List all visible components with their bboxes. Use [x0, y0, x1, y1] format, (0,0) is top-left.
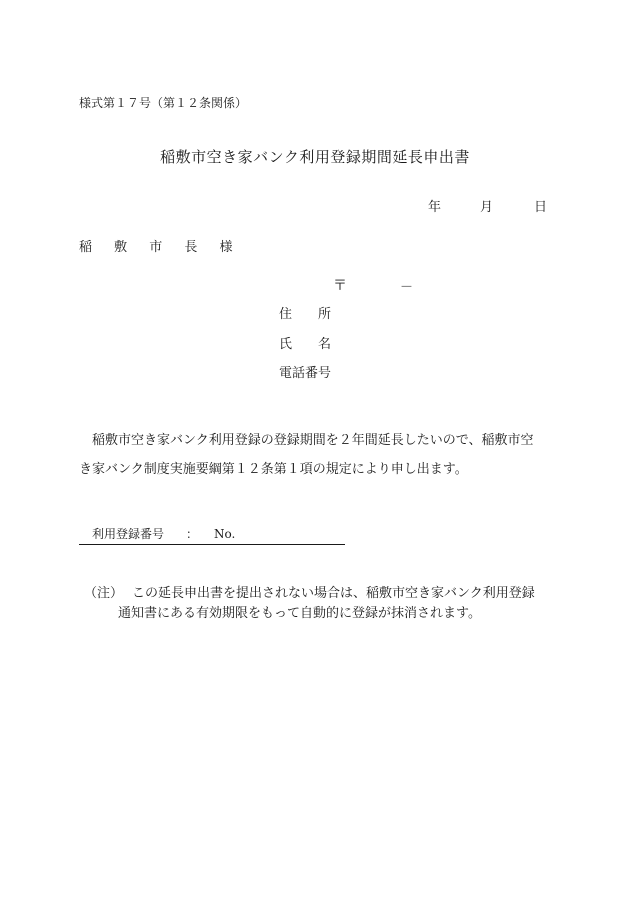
note-body [118, 584, 554, 624]
registration-colon: ： [186, 527, 199, 541]
addressee: 稲 敷 市 長 様 [79, 240, 242, 255]
form-number: 様式第１７号（第１２条関係） [79, 96, 248, 110]
registration-number-field [79, 525, 345, 545]
note-label: （注） [84, 586, 124, 601]
registration-no-label: No. [214, 527, 236, 541]
note-line-1: この延長申出書を提出されない場合は、稲敷市空き家バンク利用登録 [132, 586, 535, 601]
request-statement-line-2: き家バンク制度実施要綱第１２条第１項の規定により申し出ます。 [79, 462, 468, 477]
date-year-label: 年 [428, 200, 442, 215]
document-title: 稲敷市空き家バンク利用登録期間延長申出書 [160, 148, 470, 166]
date-day-label: 日 [534, 200, 548, 215]
postal-code-dash: － [400, 280, 414, 295]
address-label: 住 所 [279, 307, 332, 322]
phone-label: 電話番号 [279, 366, 332, 381]
postal-code-mark: 〒 [333, 278, 347, 294]
note-line-2: 通知書にある有効期限をもって自動的に登録が抹消されます。 [118, 606, 481, 621]
date-month-label: 月 [480, 200, 494, 215]
registration-number-label: 利用登録番号 [92, 527, 165, 541]
request-statement-line-1: 稲敷市空き家バンク利用登録の登録期間を２年間延長したいので、稲敷市空 [92, 433, 534, 448]
name-label: 氏 名 [279, 337, 332, 352]
request-statement [79, 426, 559, 484]
